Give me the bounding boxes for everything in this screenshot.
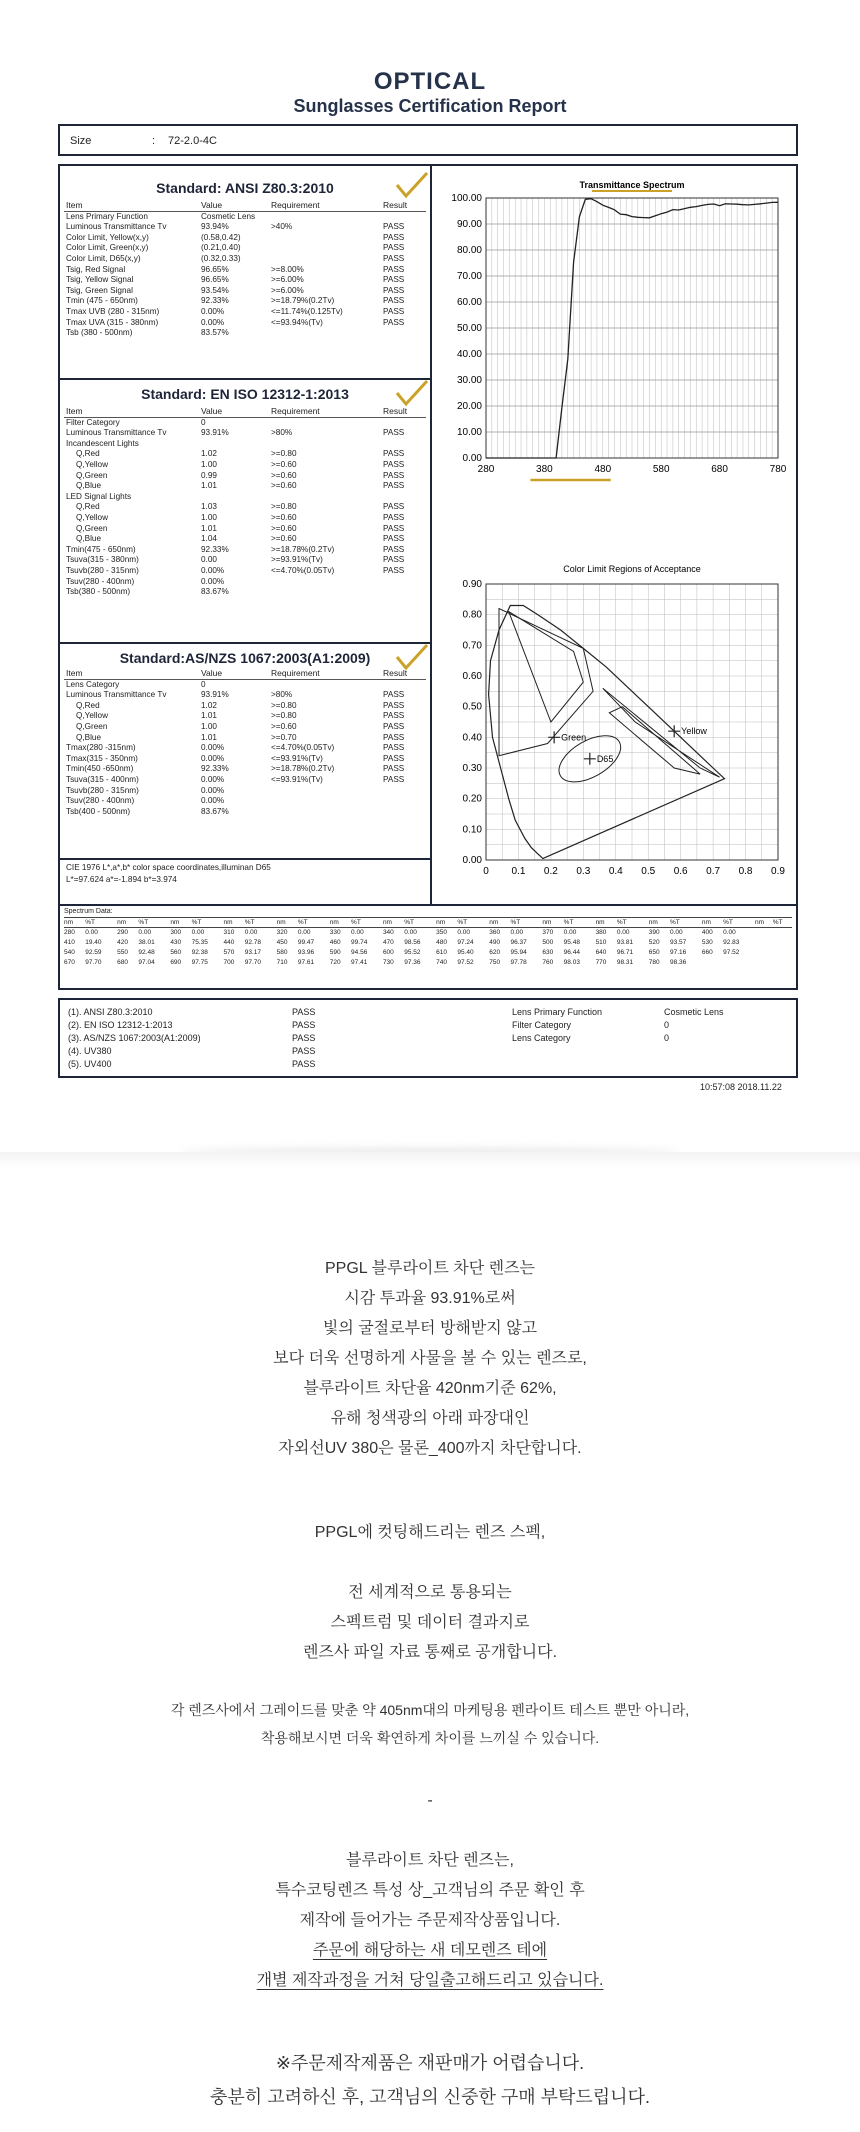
- summary-left: [68, 1006, 498, 1071]
- table-row: Q,Yellow 1.00 >=0.60 PASS: [76, 459, 405, 469]
- spectrum-table: [64, 917, 792, 968]
- table-row: Tmax UVA (315 - 380nm) 0.00% <=93.94%(Tv) PASS: [66, 317, 405, 327]
- summary-row: Filter Category 0: [512, 1020, 670, 1030]
- spectrum-row: 410 19.40 420 38.01 430 75.35 440 92.78 450 99.47 460 99.74 470 98.56 480 97.24 490 96.37 500 95.48 510 93.81 520 93.57 530 92.83: [64, 939, 740, 946]
- x-tick-label: 580: [652, 464, 670, 475]
- en-title: Standard: EN ISO 12312-1:2013: [141, 386, 349, 402]
- y-tick-label: 0.60: [462, 671, 482, 682]
- text-line: 각 렌즈사에서 그레이드를 맞춘 약 405nm대의 마케팅용 펜라이트 테스트 뿐만 아니라,: [170, 1702, 690, 1718]
- summary-row: Lens Category 0: [512, 1033, 670, 1043]
- table-row: Q,Red 1.03 >=0.80 PASS: [76, 502, 405, 512]
- text-line-underlined: 주문에 해당하는 새 데모렌즈 테에: [312, 1942, 548, 1959]
- x-tick-label: 0.3: [576, 866, 591, 877]
- y-tick-label: 0.00: [462, 453, 482, 464]
- x-tick-label: 680: [711, 464, 728, 475]
- x-tick-label: 0.6: [673, 866, 688, 877]
- text-line: 블루라이트 차단율 420nm기준 62%,: [303, 1380, 557, 1397]
- table-row: Q,Yellow 1.00 >=0.60 PASS: [76, 512, 405, 522]
- x-tick-label: 280: [477, 464, 495, 475]
- text-line: 전 세계적으로 통용되는: [348, 1584, 512, 1601]
- table-row: Tmax(315 - 350nm) 0.00% <=93.91%(Tv) PASS: [66, 753, 405, 763]
- text-line: 시감 투과율 93.91%로써: [344, 1290, 516, 1307]
- text-line: 유해 청색광의 아래 파장대인: [330, 1410, 530, 1427]
- x-tick-label: 0.7: [706, 866, 721, 877]
- spectrum-label: Spectrum Data:: [64, 908, 113, 915]
- dash-separator: -: [427, 1792, 433, 1809]
- order-text: [0, 1846, 860, 1996]
- table-row: Tsuva(315 - 380nm) 0.00 >=93.91%(Tv) PASS: [66, 555, 405, 565]
- table-row: Tsig, Red Signal 96.65% >=8.00% PASS: [66, 264, 405, 274]
- table-row: Lens Primary Function Cosmetic Lens: [66, 211, 256, 221]
- text-line: 자외선UV 380은 물론_400까지 차단합니다.: [278, 1440, 582, 1457]
- point-label: Yellow: [681, 726, 707, 737]
- table-row: Q,Blue 1.01 >=0.70 PASS: [76, 732, 405, 742]
- timestamp: 10:57:08 2018.11.22: [700, 1082, 782, 1092]
- table-row: Color Limit, D65(x,y) (0.32,0.33) PASS: [66, 253, 405, 263]
- summary-row: (1). ANSI Z80.3:2010 PASS: [68, 1007, 316, 1017]
- table-row: Tmin(450 -650nm) 92.33% >=18.78%(0.2Tv) PASS: [66, 764, 405, 774]
- text-line: PPGL 블루라이트 차단 렌즈는: [325, 1260, 535, 1277]
- y-tick-label: 10.00: [456, 427, 482, 438]
- y-tick-label: 0.20: [462, 793, 482, 805]
- text-line: 제작에 들어가는 주문제작상품입니다.: [299, 1912, 561, 1929]
- y-tick-label: 0.70: [462, 640, 482, 652]
- table-row: Q,Blue 1.04 >=0.60 PASS: [76, 534, 405, 544]
- summary-row: (2). EN ISO 12312-1:2013 PASS: [68, 1020, 316, 1030]
- notice-text: [0, 2046, 860, 2114]
- text-line: PPGL에 컷팅해드리는 렌즈 스펙,: [314, 1524, 546, 1541]
- table-row: Filter Category 0: [66, 417, 206, 427]
- summary-box: [58, 998, 798, 1078]
- table-row: Luminous Transmittance Tv 93.94% >40% PASS: [66, 222, 405, 232]
- table-row: LED Signal Lights: [66, 491, 132, 501]
- table-row: Tsuv(280 - 400nm) 0.00%: [66, 796, 225, 806]
- table-row: Color Limit, Green(x,y) (0.21,0.40) PASS: [66, 243, 405, 253]
- y-tick-label: 30.00: [456, 375, 482, 386]
- x-tick-label: 0.1: [511, 866, 526, 877]
- table-row: Q,Yellow 1.01 >=0.80 PASS: [76, 711, 405, 721]
- table-row: Incandescent Lights: [66, 438, 139, 448]
- summary-row: (5). UV400 PASS: [68, 1059, 316, 1069]
- text-line: 렌즈사 파일 자료 통째로 공개합니다.: [302, 1644, 558, 1661]
- divider: [60, 858, 430, 860]
- point-marker-d65: [584, 753, 596, 765]
- checkmark-icon: [394, 378, 430, 408]
- y-tick-label: 50.00: [456, 323, 482, 334]
- summary-right: [512, 1006, 772, 1045]
- table-row: Luminous Transmittance Tv 93.91% >80% PASS: [66, 690, 405, 700]
- table-row: Q,Red 1.02 >=0.80 PASS: [76, 700, 405, 710]
- y-tick-label: 0.80: [462, 609, 482, 621]
- as-title: Standard:AS/NZS 1067:2003(A1:2009): [119, 650, 371, 666]
- cie-line-1: CIE 1976 L*,a*,b* color space coordinates,illuminan D65: [66, 863, 271, 872]
- spectrum-data: [64, 908, 792, 968]
- acceptance-region: [609, 707, 700, 774]
- size-value: 72-2.0-4C: [168, 135, 217, 147]
- x-tick-label: 480: [594, 464, 612, 475]
- table-row: Q,Blue 1.01 >=0.60 PASS: [76, 481, 405, 491]
- text-line: 스펙트럼 및 데이터 결과지로: [330, 1614, 530, 1631]
- point-label: Green: [561, 732, 587, 743]
- table-row: Tsb(400 - 500nm) 83.67%: [66, 806, 229, 816]
- spectrum-row: 540 92.59 550 92.48 560 92.38 570 93.17 580 93.96 590 94.56 600 95.52 610 95.40 620 95.94 630 96.44 640 96.71 650 97.16 660 97.52: [64, 949, 740, 956]
- table-row: Q,Green 0.99 >=0.60 PASS: [76, 470, 405, 480]
- standards-panel: [58, 164, 798, 990]
- checkmark-icon: [394, 170, 430, 200]
- table-row: Tmax UVB (280 - 315nm) 0.00% <=11.74%(0.125Tv) PASS: [66, 306, 405, 316]
- x-tick-label: 0.4: [608, 866, 623, 877]
- y-tick-label: 0.30: [462, 763, 482, 774]
- y-tick-label: 0.10: [462, 824, 482, 836]
- y-tick-label: 0.90: [462, 579, 482, 590]
- table-row: Tsuvb(280 - 315nm) 0.00%: [66, 785, 225, 795]
- transmittance-chart: [432, 176, 794, 496]
- text-line: 착용해보시면 더욱 확연하게 차이를 느끼실 수 있습니다.: [260, 1730, 600, 1746]
- table-row: Q,Green 1.01 >=0.60 PASS: [76, 523, 405, 533]
- table-row: Q,Green 1.00 >=0.60 PASS: [76, 721, 405, 731]
- text-line: 충분히 고려하신 후, 고객님의 신중한 구매 부탁드립니다.: [210, 2087, 650, 2107]
- x-tick-label: 0.8: [738, 866, 753, 877]
- y-tick-label: 80.00: [456, 245, 482, 256]
- report-subtitle: Sunglasses Certification Report: [293, 96, 567, 116]
- table-row: Color Limit, Yellow(x,y) (0.58,0.42) PASS: [66, 232, 405, 242]
- summary-row: (3). AS/NZS 1067:2003(A1:2009) PASS: [68, 1033, 316, 1043]
- divider: [60, 904, 796, 906]
- spectrum-header: nm %T nm %T nm %T nm %T nm %T nm %T nm %T nm %T nm %T nm %T nm %T nm %T nm %T nm %T: [64, 918, 792, 928]
- text-line: 특수코팅렌즈 특성 상_고객님의 주문 확인 후: [275, 1882, 585, 1899]
- table-row: Tmax(280 -315nm) 0.00% <=4.70%(0.05Tv) PASS: [66, 743, 405, 753]
- divider-shadow: [0, 1152, 860, 1168]
- y-tick-label: 70.00: [456, 271, 482, 282]
- summary-row: (4). UV380 PASS: [68, 1046, 316, 1056]
- cie-line-2: L*=97.624 a*=-1.894 b*=3.974: [66, 875, 177, 884]
- x-tick-label: 780: [769, 464, 787, 475]
- y-tick-label: 90.00: [456, 219, 482, 230]
- report-title: OPTICAL: [373, 68, 487, 95]
- color-limit-chart: [432, 560, 794, 900]
- y-tick-label: 60.00: [456, 297, 482, 308]
- x-tick-label: 0.5: [641, 866, 656, 877]
- size-colon: :: [152, 135, 156, 147]
- table-row: Tmin(475 - 650nm) 92.33% >=18.78%(0.2Tv) PASS: [66, 544, 405, 554]
- table-row: Tmin (475 - 650nm) 92.33% >=18.79%(0.2Tv) PASS: [66, 296, 405, 306]
- y-tick-label: 100.00: [451, 193, 482, 204]
- chart-title: Color Limit Regions of Acceptance: [563, 564, 701, 574]
- y-tick-label: 20.00: [456, 401, 482, 412]
- ansi-table: Item Value Requirement Result Lens Primary Function Cosmetic Lens Luminous Transmittance Tv 93.94% >40% PASS Color Limit, Yellow(x,y) (0.58,0.42) PASS Color Limit, Green(x,y) (0.21,0.40) PASS Color Limit, D65(x,y) (0.32,0.33) PASS Tsig, Red Signal 96.65% >=8.00% PASS Tsig, Yellow Signal 96.65% >=6.00% PASS Tsig, Green Signal 93.54% >=6.00% PASS Tmin (475 - 650nm) 92.33% >=18.79%(0.2Tv) PASS Tmax UVB (280 - 315nm) 0.00% <=11.74%(0.125Tv) PASS Tmax UVA (315 - 380nm) 0.00% <=93.94%(Tv) PASS Tsb (380 - 500nm) 83.57%: [64, 200, 426, 339]
- divider: [60, 642, 430, 644]
- size-box: [58, 124, 798, 156]
- table-row: Tsb (380 - 500nm) 83.57%: [66, 328, 229, 338]
- text-line: ※주문제작제품은 재판매가 어렵습니다.: [275, 2053, 585, 2073]
- y-tick-label: 40.00: [456, 349, 482, 360]
- table-row: Lens Category 0: [66, 679, 206, 689]
- spectrum-row: 670 97.70 680 97.04 690 97.75 700 97.70 710 97.61 720 97.41 730 97.36 740 97.52 750 97.78 760 98.03 770 98.31 780 98.36: [64, 959, 687, 966]
- table-row: Tsuva(315 - 400nm) 0.00% <=93.91%(Tv) PASS: [66, 774, 405, 784]
- y-tick-label: 0.50: [462, 701, 482, 713]
- table-row: Tsuvb(280 - 315nm) 0.00% <=4.70%(0.05Tv) PASS: [66, 565, 405, 575]
- as-table: Item Value Requirement Result Lens Category 0 Luminous Transmittance Tv 93.91% >80% PASS Q,Red 1.02 >=0.80 PASS Q,Yellow 1.01 >=0.80 PASS Q,Green 1.00 >=0.60 PASS Q,Blue 1.01 >=0.70 PASS Tmax(280 -315nm) 0.00% <=4.70%(0.05Tv) PASS Tmax(315 - 350nm) 0.00% <=93.91%(Tv) PASS Tmin(450 -650nm) 92.33% >=18.78%(0.2Tv) PASS Tsuva(315 - 400nm) 0.00% <=93.91%(Tv) PASS Tsuvb(280 - 315nm) 0.00% Tsuv(280 - 400nm) 0.00% Tsb(400 - 500nm) 83.67%: [64, 668, 426, 817]
- summary-row: Lens Primary Function Cosmetic Lens: [512, 1007, 724, 1017]
- text-line-underlined: 개별 제작과정을 거쳐 당일출고해드리고 있습니다.: [256, 1972, 604, 1989]
- ansi-title: Standard: ANSI Z80.3:2010: [156, 180, 334, 196]
- x-tick-label: 0: [483, 866, 489, 877]
- table-row: Tsuv(280 - 400nm) 0.00%: [66, 576, 225, 586]
- intro-text: [0, 1254, 860, 1464]
- y-tick-label: 0.40: [462, 732, 482, 744]
- en-table: Item Value Requirement Result Filter Category 0 Luminous Transmittance Tv 93.91% >80% PASS Incandescent Lights Q,Red 1.02 >=0.80 PASS Q,Yellow 1.00 >=0.60 PASS Q,Green 0.99 >=0.60 PASS Q,Blue 1.01 >=0.60 PASS LED Signal Lights Q,Red 1.03 >=0.80 PASS Q,Yellow 1.00 >=0.60 PASS Q,Green 1.01 >=0.60 PASS Q,Blue 1.04 >=0.60 PASS Tmin(475 - 650nm) 92.33% >=18.78%(0.2Tv) PASS Tsuva(315 - 380nm) 0.00 >=93.91%(Tv) PASS Tsuvb(280 - 315nm) 0.00% <=4.70%(0.05Tv) PASS Tsuv(280 - 400nm) 0.00% Tsb(380 - 500nm) 83.67%: [64, 406, 426, 598]
- note-text: [0, 1696, 860, 1752]
- x-tick-label: 380: [536, 464, 553, 475]
- table-row: Q,Red 1.02 >=0.80 PASS: [76, 449, 405, 459]
- x-tick-label: 0.2: [543, 866, 558, 877]
- spectrum-row: 280 0.00 290 0.00 300 0.00 310 0.00 320 0.00 330 0.00 340 0.00 350 0.00 360 0.00 370 0.00 380 0.00 390 0.00 400 0.00: [64, 929, 736, 937]
- table-row: Tsb(380 - 500nm) 83.67%: [66, 587, 229, 597]
- text-line: 블루라이트 차단 렌즈는,: [346, 1852, 514, 1869]
- x-tick-label: 0.9: [771, 866, 785, 877]
- publish-text: [0, 1578, 860, 1668]
- table-row: Tsig, Yellow Signal 96.65% >=6.00% PASS: [66, 275, 405, 285]
- table-row: Tsig, Green Signal 93.54% >=6.00% PASS: [66, 285, 405, 295]
- point-label: D65: [596, 753, 614, 764]
- chart-title: Transmittance Spectrum: [579, 180, 685, 190]
- acceptance-region: [509, 612, 584, 722]
- divider: [60, 378, 430, 380]
- size-label: Size: [70, 135, 92, 147]
- text-line: 보다 더욱 선명하게 사물을 볼 수 있는 렌즈로,: [273, 1350, 587, 1367]
- text-line: 빛의 굴절로부터 방해받지 않고: [322, 1320, 538, 1337]
- spec-text: [0, 1518, 860, 1548]
- y-tick-label: 0.00: [462, 855, 482, 866]
- table-row: Luminous Transmittance Tv 93.91% >80% PASS: [66, 428, 405, 438]
